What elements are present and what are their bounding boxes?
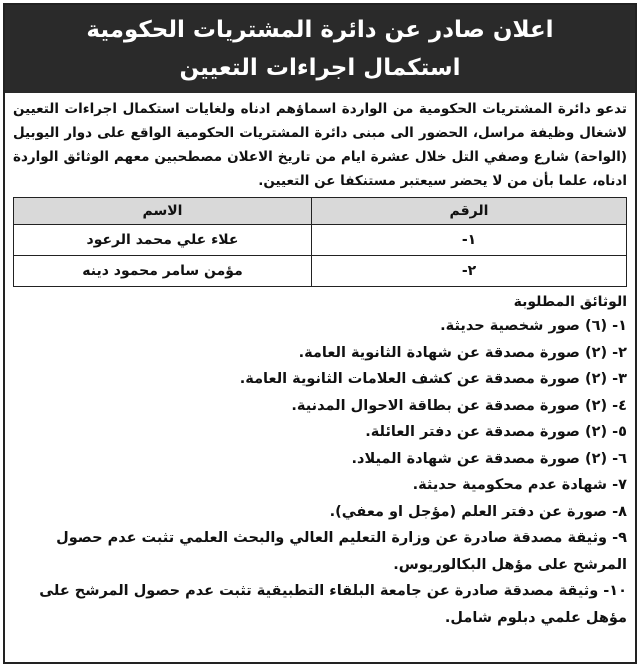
column-header-name: الاسم [14, 198, 312, 225]
list-item: ١- (٦) صور شخصية حديثة. [440, 318, 627, 334]
table-row [14, 225, 627, 256]
candidates-table [13, 197, 627, 287]
list-item: ٧- شهادة عدم محكومية حديثة. [412, 477, 627, 493]
documents-title: الوثائق المطلوبة [513, 294, 627, 310]
list-item: ١٠- وثيقة مصدقة صادرة عن جامعة البلقاء التطبيقية تثبت عدم حصول المرشح على مؤهل علمي دبلوم شامل. [39, 583, 627, 626]
header-title: اعلان صادر عن دائرة المشتريات الحكومية [86, 17, 554, 43]
row-name: علاء علي محمد الرعود [14, 225, 312, 256]
list-item: ٩- وثيقة مصدقة صادرة عن وزارة التعليم العالي والبحث العلمي تثبت عدم حصول المرشح على مؤهل البكالوريوس. [56, 530, 627, 573]
list-item: ٨- صورة عن دفتر العلم (مؤجل او معفي). [329, 503, 627, 520]
table-row [14, 256, 627, 287]
row-number: ١- [312, 225, 627, 256]
header-subtitle: استكمال اجراءات التعيين [179, 55, 461, 81]
documents-list [5, 313, 635, 631]
row-number: ٢- [312, 256, 627, 287]
list-item: ٦- (٢) صورة مصدقة عن شهادة الميلاد. [351, 450, 627, 467]
intro-paragraph: تدعو دائرة المشتريات الحكومية من الواردة اسماؤهم ادناه ولغايات استكمال اجراءات التعيين لاشغال وظيفة مراسل، الحضور الى مبنى دائرة المشتريات الحكومية الواقع على دوار اليوبيل (الواحة) شارع وصفي التل خلال عشرة ايام من تاريخ الاعلان مصطحبين معهم الوثائق الواردة ادناه، علما بأن من لا يحضر سيعتبر مستنكفا عن التعيين. [13, 101, 627, 189]
list-item: ٤- (٢) صورة مصدقة عن بطاقة الاحوال المدنية. [291, 397, 627, 414]
column-header-number: الرقم [312, 198, 627, 225]
list-item: ٢- (٢) صورة مصدقة عن شهادة الثانوية العامة. [298, 344, 627, 361]
list-item: ٥- (٢) صورة مصدقة عن دفتر العائلة. [365, 424, 627, 440]
announcement [3, 3, 637, 664]
row-name: مؤمن سامر محمود دينه [14, 256, 312, 287]
announcement-header [5, 5, 635, 93]
list-item: ٣- (٢) صورة مصدقة عن كشف العلامات الثانوية العامة. [239, 371, 627, 387]
table-header-row [14, 198, 627, 225]
